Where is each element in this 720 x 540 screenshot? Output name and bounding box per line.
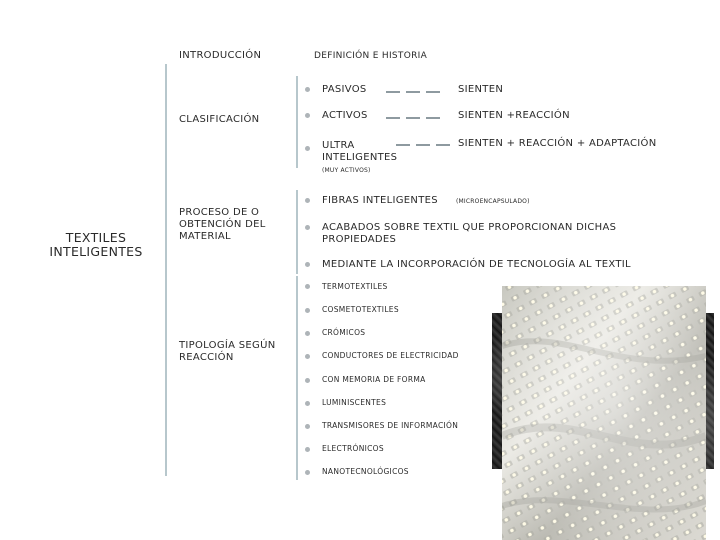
proceso-item-acabados: ACABADOS SOBRE TEXTIL QUE PROPORCIONAN DICHAS PROPIEDADES — [322, 222, 617, 245]
proceso-bracket-line — [296, 190, 298, 274]
clasificacion-bracket-line — [296, 76, 298, 168]
dash-connector — [386, 117, 400, 119]
bullet-icon — [305, 447, 310, 452]
tipologia-item: CRÓMICOS — [322, 328, 366, 337]
bullet-icon — [305, 424, 310, 429]
clasificacion-response-pasivos: SIENTEN — [458, 84, 504, 95]
dash-connector — [426, 91, 440, 93]
clasificacion-item-activos: ACTIVOS — [322, 110, 368, 121]
introduccion-description: DEFINICIÓN E HISTORIA — [314, 51, 428, 61]
dash-connector — [426, 117, 440, 119]
section-clasificacion: CLASIFICACIÓN — [179, 114, 260, 125]
section-proceso: PROCESO DE O OBTENCIÓN DEL MATERIAL — [179, 207, 266, 242]
diagram-title: TEXTILES INTELIGENTES — [49, 230, 143, 259]
bullet-icon — [305, 331, 310, 336]
clasificacion-item-ultra: ULTRA INTELIGENTES — [322, 140, 398, 163]
bullet-icon — [305, 284, 310, 289]
clasificacion-response-activos: SIENTEN +REACCIÓN — [458, 110, 570, 121]
bullet-icon — [305, 87, 310, 92]
bullet-icon — [305, 401, 310, 406]
bullet-icon — [305, 146, 310, 151]
tipologia-item: TERMOTEXTILES — [322, 282, 388, 291]
tipologia-item: CON MEMORIA DE FORMA — [322, 375, 426, 384]
bullet-icon — [305, 354, 310, 359]
tipologia-bracket-line — [296, 276, 298, 480]
led-fabric-image — [502, 286, 706, 540]
dash-connector — [386, 91, 400, 93]
bullet-icon — [305, 378, 310, 383]
main-bracket-line — [165, 64, 167, 476]
tipologia-item: COSMETOTEXTILES — [322, 305, 399, 314]
section-introduccion: INTRODUCCIÓN — [179, 50, 262, 61]
section-tipologia: TIPOLOGÍA SEGÚN REACCIÓN — [179, 340, 276, 363]
bullet-icon — [305, 262, 310, 267]
dash-connector — [396, 144, 410, 146]
proceso-item-tecnologia: MEDIANTE LA INCORPORACIÓN DE TECNOLOGÍA AL TEXTIL — [322, 259, 631, 270]
proceso-item-fibras-note: (MICROENCAPSULADO) — [456, 198, 530, 205]
bullet-icon — [305, 308, 310, 313]
tipologia-item: NANOTECNOLÓGICOS — [322, 467, 409, 476]
tipologia-item: ELECTRÓNICOS — [322, 444, 384, 453]
tipologia-item: LUMINISCENTES — [322, 398, 387, 407]
tipologia-item: CONDUCTORES DE ELECTRICIDAD — [322, 351, 459, 360]
dash-connector — [406, 91, 420, 93]
dash-connector — [416, 144, 430, 146]
clasificacion-item-pasivos: PASIVOS — [322, 84, 367, 95]
proceso-item-fibras: FIBRAS INTELIGENTES — [322, 195, 438, 206]
bullet-icon — [305, 225, 310, 230]
bullet-icon — [305, 470, 310, 475]
led-textile-photo — [502, 286, 706, 540]
bullet-icon — [305, 198, 310, 203]
clasificacion-item-ultra-note: (MUY ACTIVOS) — [322, 167, 371, 174]
clasificacion-response-ultra: SIENTEN + REACCIÓN + ADAPTACIÓN — [458, 138, 657, 149]
dash-connector — [406, 117, 420, 119]
bullet-icon — [305, 113, 310, 118]
tipologia-item: TRANSMISORES DE INFORMACIÓN — [322, 421, 459, 430]
dash-connector — [436, 144, 450, 146]
